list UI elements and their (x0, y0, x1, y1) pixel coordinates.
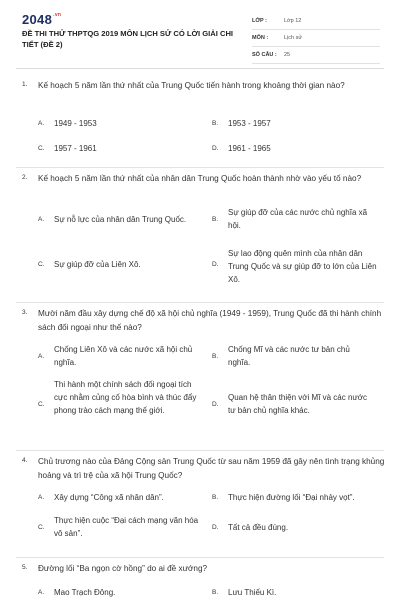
meta-row-count (252, 47, 380, 64)
question-item (16, 451, 384, 558)
option-text: Thực hiện đường lối “Đại nhảy vọt”. (228, 493, 355, 502)
logo-suffix: .vn (53, 12, 62, 18)
site-logo[interactable] (22, 12, 61, 27)
question-text: Chủ trương nào của Đảng Cộng sản Trung Quốc từ sau năm 1959 đã gây nên tình trạng khủng hoảng và trì trệ của xã hội Trung Quốc? (38, 457, 385, 480)
option-letter: A. (38, 216, 45, 223)
option-letter: D. (212, 261, 219, 268)
question-text: Kế hoạch 5 năm lần thứ nhất của nhân dân Trung Quốc hoàn thành nhờ vào yếu tố nào? (38, 174, 362, 183)
meta-row-subject (252, 30, 380, 47)
meta-key: MÔN : (252, 35, 269, 41)
option-text: Quan hệ thân thiện với Mĩ và các nước tư bản chủ nghĩa khác. (228, 393, 368, 415)
document-meta (252, 13, 380, 64)
option-text: Mao Trạch Đông. (54, 588, 116, 597)
option-text: Thực hiện cuộc “Đại cách mạng văn hóa vô sản”. (54, 516, 199, 538)
question-item (16, 558, 384, 608)
option-letter: D. (212, 524, 219, 531)
question-text: Đường lối “Ba ngọn cờ hồng” do ai đề xướng? (38, 564, 208, 573)
option-letter: B. (212, 120, 219, 127)
option-letter: A. (38, 353, 45, 360)
option-text: Sự lao động quên mình của nhân dân Trung Quốc và sự giúp đỡ to lớn của Liên Xô. (228, 249, 377, 284)
question-number: 3. (22, 309, 28, 316)
meta-value: Lớp 12 (284, 18, 302, 24)
option-text: Lưu Thiếu Kì. (228, 588, 277, 597)
question-number: 1. (22, 81, 28, 88)
option-text: Chống Mĩ và các nước tư bản chủ nghĩa. (228, 345, 350, 367)
option-letter: C. (38, 261, 45, 268)
document-header (0, 0, 400, 70)
option-letter: A. (38, 120, 45, 127)
option-text: Chống Liên Xô và các nước xã hội chủ nghĩa. (54, 345, 193, 367)
question-text: Mười năm đầu xây dựng chế độ xã hội chủ nghĩa (1949 - 1959), Trung Quốc đã thi hành chính sách đối ngoại như thế nào? (38, 309, 382, 332)
option-text: Sự giúp đỡ của các nước chủ nghĩa xã hội. (228, 208, 368, 230)
option-letter: C. (38, 401, 45, 408)
option-letter: D. (212, 401, 219, 408)
option-letter: B. (212, 589, 219, 596)
option-text: Xây dựng “Công xã nhân dân”. (54, 493, 164, 502)
meta-row-class (252, 13, 380, 30)
option-letter: D. (212, 145, 219, 152)
option-letter: B. (212, 494, 219, 501)
option-letter: C. (38, 524, 45, 531)
option-text: 1949 - 1953 (54, 119, 97, 128)
question-number: 4. (22, 457, 28, 464)
meta-key: LỚP : (252, 18, 267, 24)
option-text: Tất cả đều đúng. (228, 523, 289, 532)
header-divider (16, 68, 384, 69)
option-letter: A. (38, 589, 45, 596)
option-text: 1961 - 1965 (228, 144, 271, 153)
question-item (16, 168, 384, 303)
meta-value: Lịch sử (284, 35, 303, 41)
option-text: Sự nỗ lực của nhân dân Trung Quốc. (54, 215, 187, 224)
option-text: 1957 - 1961 (54, 144, 97, 153)
meta-value: 25 (284, 52, 291, 58)
question-number: 2. (22, 174, 28, 181)
option-text: 1953 - 1957 (228, 119, 271, 128)
option-text: Thi hành một chính sách đối ngoại tích cực nhằm củng cố hòa bình và thúc đẩy phong trào cách mạng thế giới. (54, 380, 197, 415)
question-item (16, 303, 384, 451)
question-text: Kế hoạch 5 năm lần thứ nhất của Trung Quốc tiến hành trong khoảng thời gian nào? (38, 81, 345, 90)
option-letter: B. (212, 353, 219, 360)
option-text: Sự giúp đỡ của Liên Xô. (54, 260, 141, 269)
question-item (16, 75, 384, 168)
option-letter: A. (38, 494, 45, 501)
meta-key: SỐ CÂU : (252, 52, 277, 58)
question-list (0, 75, 400, 608)
option-letter: C. (38, 145, 45, 152)
option-letter: B. (212, 216, 219, 223)
question-number: 5. (22, 564, 28, 571)
document-title: ĐỀ THI THỬ THPTQG 2019 MÔN LỊCH SỬ CÓ LỜI GIẢI CHI TIẾT (ĐỀ 2) (22, 29, 234, 49)
logo-text: 2048 (22, 12, 53, 27)
